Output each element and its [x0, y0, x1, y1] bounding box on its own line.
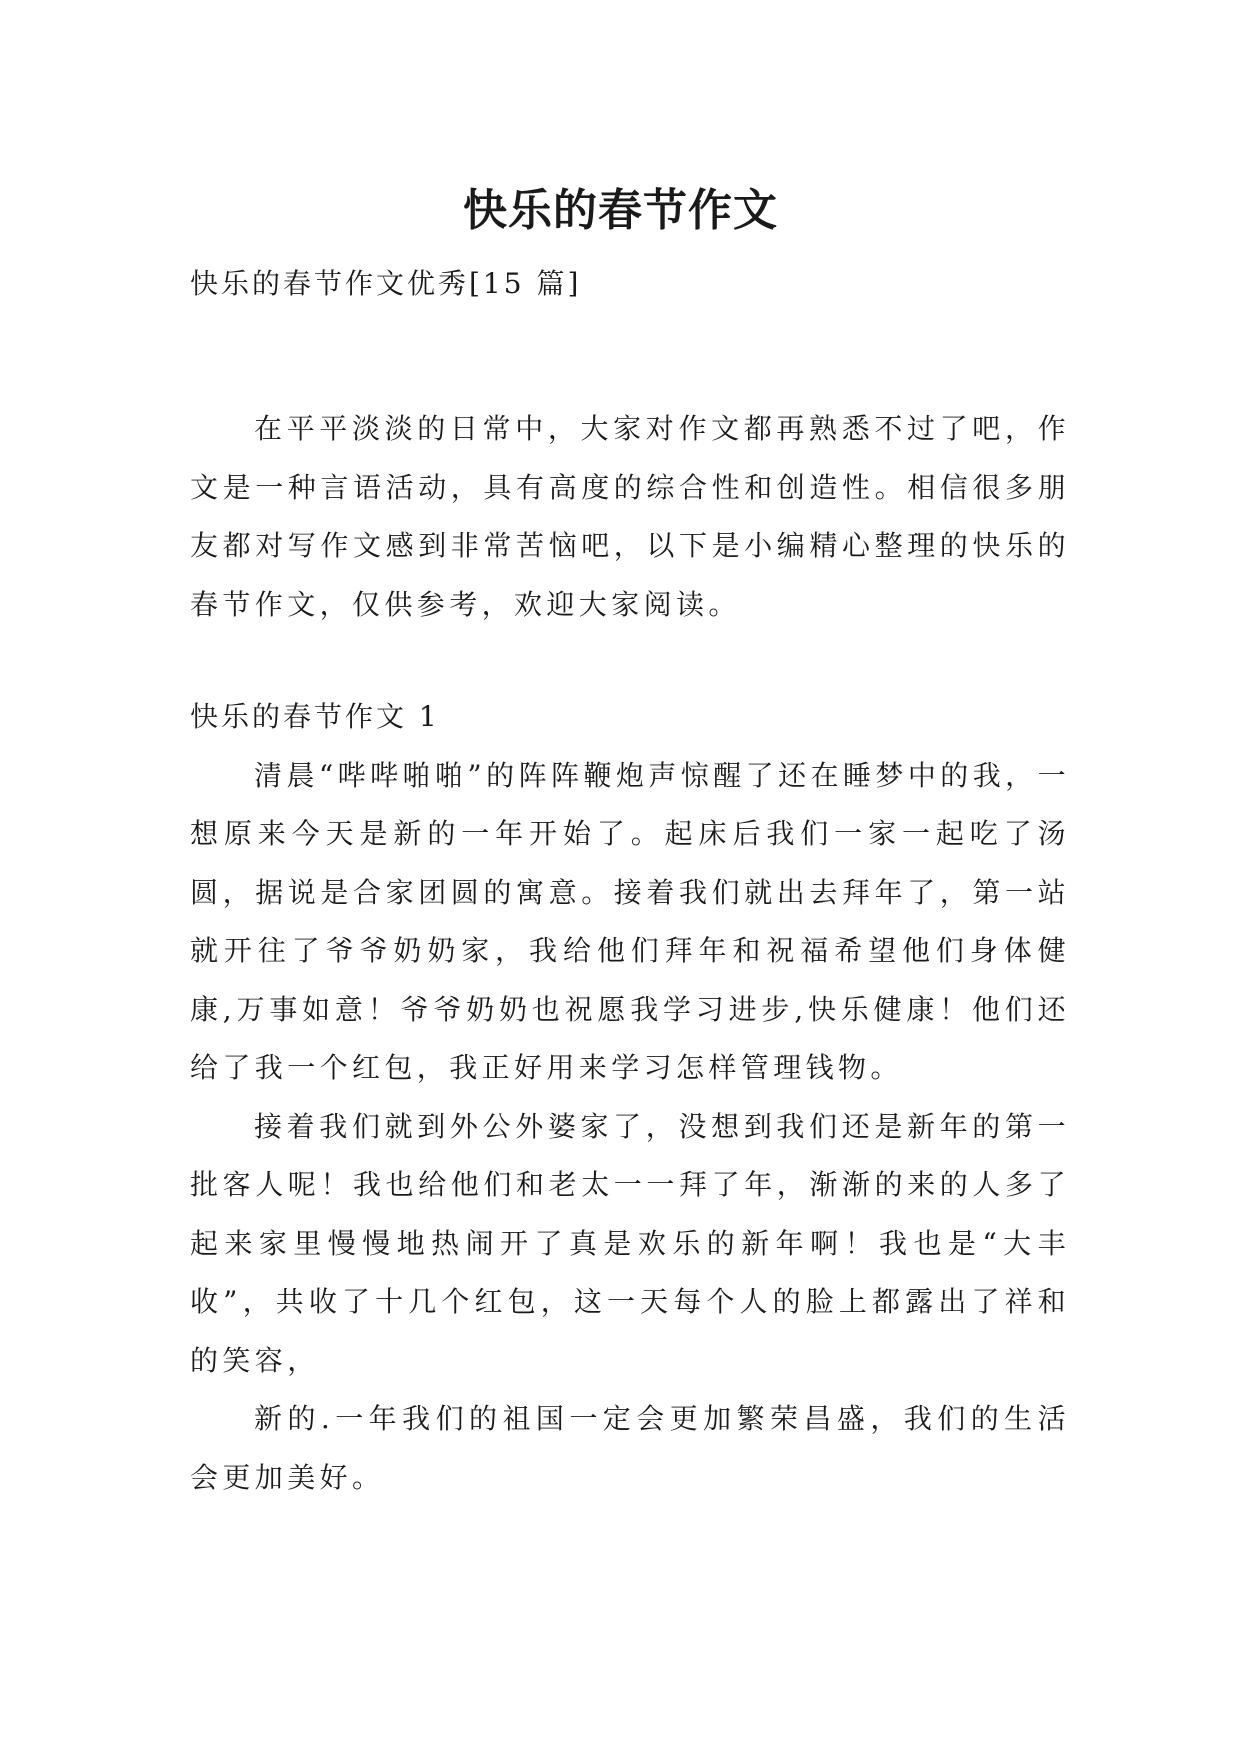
- page-title: 快乐的春节作文: [463, 185, 778, 237]
- section-heading: 快乐的春节作文 1: [190, 700, 440, 733]
- essay-paragraph-2: 接着我们就到外公外婆家了，没想到我们还是新年的第一批客人呢！我也给他们和老太一一拜了年，渐渐的来的人多了起来家里慢慢地热闹开了真是欢乐的新年啊！我也是“大丰收”，共收了十几个红包，这一天每个人的脸上都露出了祥和的笑容，: [190, 1109, 1070, 1377]
- essay-paragraph-1: 清晨“哔哔啪啪”的阵阵鞭炮声惊醒了还在睡梦中的我，一想原来今天是新的一年开始了。起床后我们一家一起吃了汤圆，据说是合家团圆的寓意。接着我们就出去拜年了，第一站就开往了爷爷奶奶家，我给他们拜年和祝福希望他们身体健康,万事如意！爷爷奶奶也祝愿我学习进步,快乐健康！他们还给了我一个红包，我正好用来学习怎样管理钱物。: [190, 758, 1070, 1084]
- essay-paragraph-3: 新的.一年我们的祖国一定会更加繁荣昌盛，我们的生活会更加美好。: [190, 1402, 1070, 1494]
- intro-paragraph: 在平平淡淡的日常中，大家对作文都再熟悉不过了吧，作文是一种言语活动，具有高度的综合性和创造性。相信很多朋友都对写作文感到非常苦恼吧，以下是小编精心整理的快乐的春节作文，仅供参考，欢迎大家阅读。: [190, 412, 1070, 621]
- essay-section-1: [190, 688, 1070, 1507]
- intro-section: [190, 400, 1070, 634]
- document-subtitle: 快乐的春节作文优秀[15 篇]: [190, 267, 582, 300]
